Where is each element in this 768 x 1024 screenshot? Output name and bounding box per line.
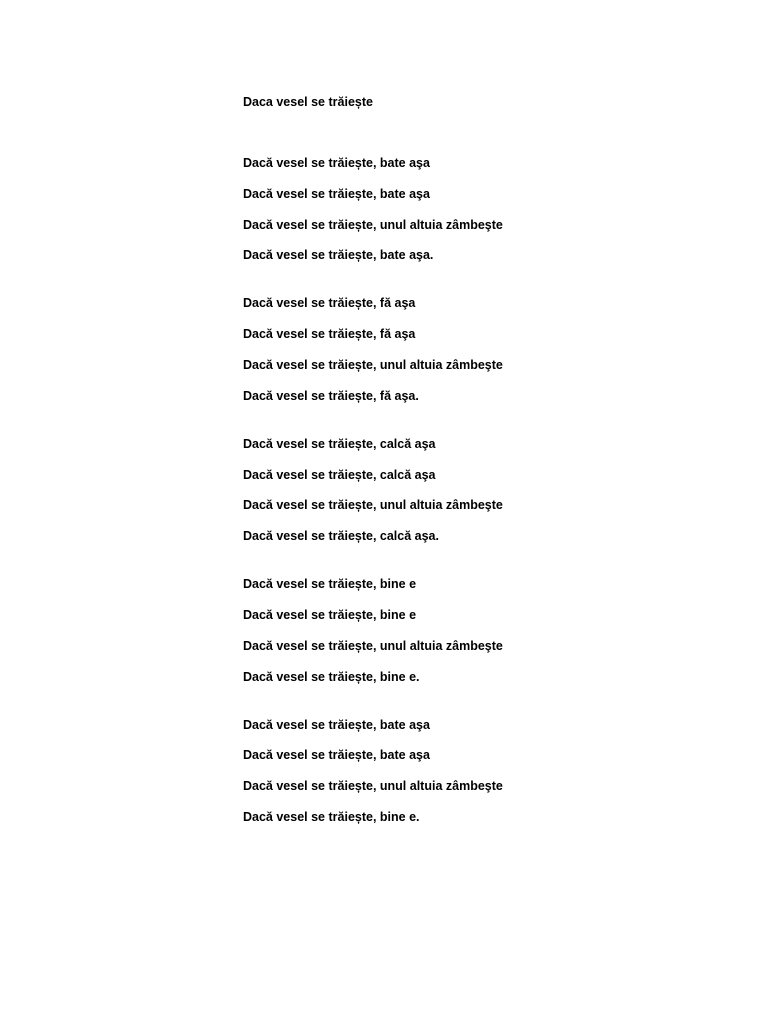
document-title: Daca vesel se trăiește bbox=[243, 95, 373, 109]
stanza-line: Dacă vesel se trăiește, bine e. bbox=[243, 669, 420, 684]
stanza-line: Dacă vesel se trăiește, bate aşa bbox=[243, 717, 430, 732]
stanza-line: Dacă vesel se trăiește, bine e bbox=[243, 607, 417, 622]
stanza-line: Dacă vesel se trăiește, bine e. bbox=[243, 809, 420, 824]
stanza-2 bbox=[243, 295, 703, 404]
stanza-1 bbox=[243, 155, 703, 264]
song-text bbox=[243, 94, 703, 857]
stanza-line: Dacă vesel se trăiește, bate aşa bbox=[243, 186, 430, 201]
stanza-line: Dacă vesel se trăiește, unul altuia zâmbeşte bbox=[243, 498, 503, 513]
stanza-line: Dacă vesel se trăiește, unul altuia zâmbeşte bbox=[243, 779, 503, 794]
stanza-line: Dacă vesel se trăiește, fă aşa. bbox=[243, 388, 419, 403]
stanza-line: Dacă vesel se trăiește, unul altuia zâmbeşte bbox=[243, 638, 503, 653]
stanza-line: Dacă vesel se trăiește, calcă aşa bbox=[243, 436, 436, 451]
stanza-line: Dacă vesel se trăiește, calcă aşa bbox=[243, 467, 436, 482]
stanza-line: Dacă vesel se trăiește, unul altuia zâmbeşte bbox=[243, 217, 503, 232]
stanza-line: Dacă vesel se trăiește, bate aşa bbox=[243, 156, 430, 170]
stanza-line: Dacă vesel se trăiește, bate aşa. bbox=[243, 248, 434, 263]
stanza-4 bbox=[243, 576, 703, 685]
stanza-5 bbox=[243, 717, 703, 826]
stanza-3 bbox=[243, 436, 703, 545]
stanza-line: Dacă vesel se trăiește, bine e bbox=[243, 577, 417, 592]
stanza-line: Dacă vesel se trăiește, fă aşa bbox=[243, 296, 416, 311]
stanza-line: Dacă vesel se trăiește, fă aşa bbox=[243, 327, 416, 342]
stanza-line: Dacă vesel se trăiește, calcă aşa. bbox=[243, 529, 439, 544]
stanza-line: Dacă vesel se trăiește, bate aşa bbox=[243, 748, 430, 763]
stanza-line: Dacă vesel se trăiește, unul altuia zâmbeşte bbox=[243, 357, 503, 372]
